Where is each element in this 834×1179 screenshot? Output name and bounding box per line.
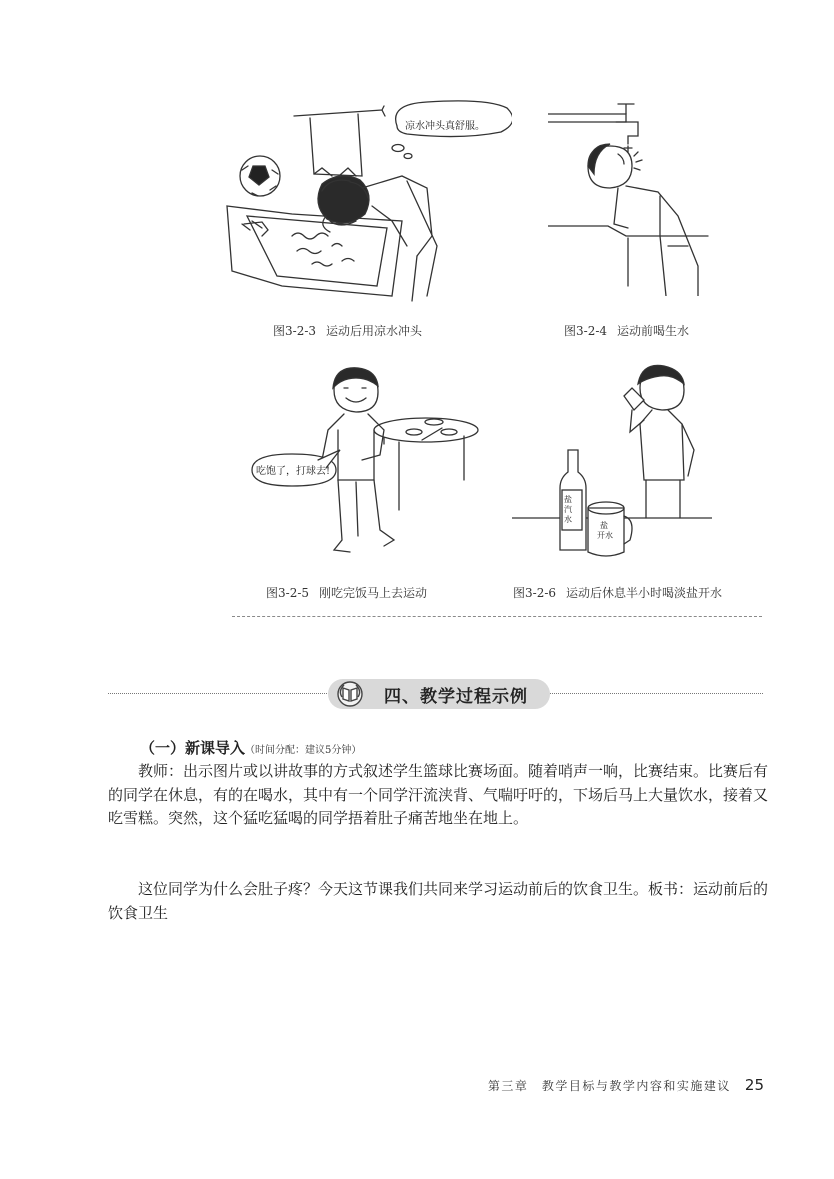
bottle-label-text: 汽: [564, 505, 572, 514]
figure-title: 运动前喝生水: [617, 324, 690, 338]
subsection-heading: [140, 737, 361, 758]
jug-label-text: 开水: [597, 531, 613, 540]
figure-after-meal-illustration: [234, 360, 484, 566]
figure-caption-3-2-4: [564, 322, 689, 339]
figure-separator: [232, 616, 762, 617]
figure-number: 图3-2-4: [564, 324, 608, 338]
jug-label-text: 盐: [600, 521, 608, 530]
page-footer: [488, 1075, 764, 1094]
figure-title: 运动后用凉水冲头: [326, 324, 423, 338]
chapter-title: 第三章 教学目标与教学内容和实施建议: [487, 1079, 731, 1093]
figure-number: 图3-2-5: [266, 586, 310, 600]
figure-cold-water-illustration: [222, 96, 512, 306]
paragraph-intro: 教师：出示图片或以讲故事的方式叙述学生篮球比赛场面。随着哨声一响，比赛结束。比赛后有的同学在休息，有的在喝水，其中有一个同学汗流浃背、气喘吁吁的，下场后马上大量饮水，接着又吃雪糕。突然，这个猛吃猛喝的同学捂着肚子痛苦地坐在地上。: [108, 762, 769, 828]
section-title: 四、教学过程示例: [384, 687, 528, 707]
bottle-label-text: 盐: [564, 495, 572, 504]
figure-caption-3-2-6: [513, 584, 722, 601]
figure-tap-water-illustration: [548, 96, 728, 296]
figure-number: 图3-2-6: [513, 586, 557, 600]
bottle-label-text: 水: [564, 515, 572, 524]
figure-caption-3-2-5: [266, 584, 427, 601]
subsection-title: （一）新课导入: [140, 739, 246, 757]
figure-title: 运动后休息半小时喝淡盐开水: [566, 586, 723, 600]
figure-caption-3-2-3: [273, 322, 422, 339]
figure-salt-water-illustration: [512, 360, 712, 566]
figure-number: 图3-2-3: [273, 324, 317, 338]
cold-water-bubble-text: 凉水冲头真舒服。: [405, 121, 485, 132]
paragraph-question: 这位同学为什么会肚子疼？今天这节课我们共同来学习运动前后的饮食卫生。板书：运动前后的饮食卫生: [108, 880, 769, 922]
after-meal-bubble-text: 吃饱了，打球去!: [256, 466, 331, 477]
book-icon: [333, 679, 367, 709]
figure-title: 刚吃完饭马上去运动: [319, 586, 428, 600]
page-number: 25: [744, 1076, 764, 1094]
time-allocation-note: （时间分配：建议5分钟）: [245, 745, 362, 756]
